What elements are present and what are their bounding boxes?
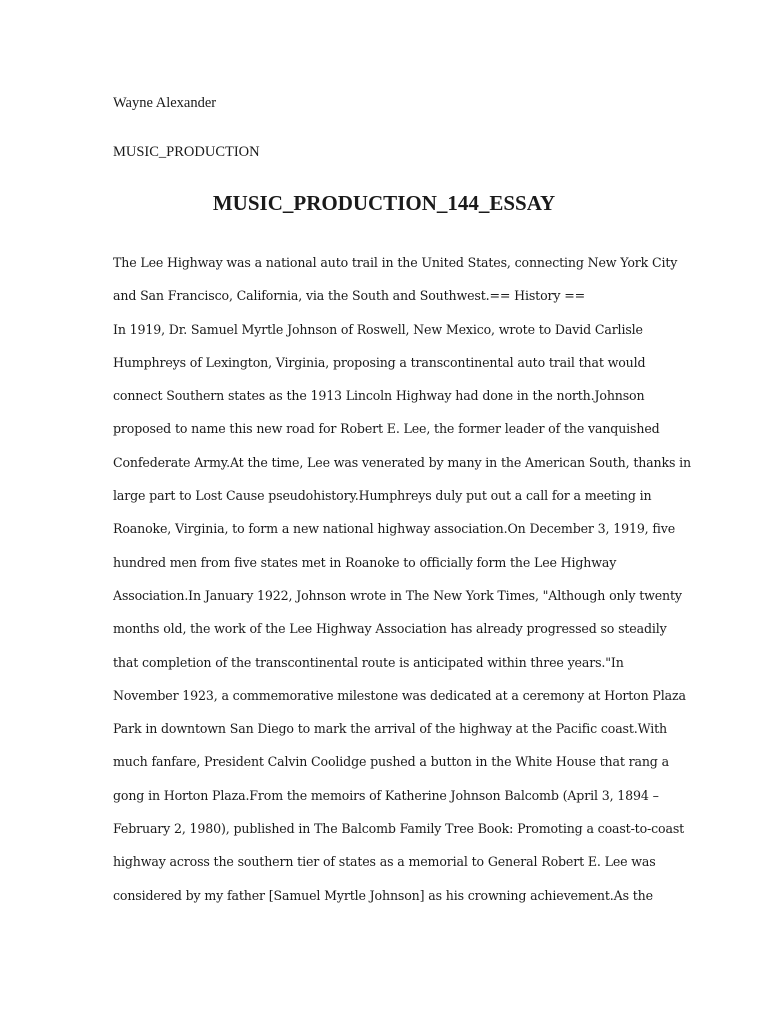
body-line: Roanoke, Virginia, to form a new national highway association.On December 3, 1919, five — [113, 521, 676, 537]
body-line: connect Southern states as the 1913 Lincoln Highway had done in the north.Johnson — [113, 388, 645, 404]
essay-title: MUSIC_PRODUCTION_144_ESSAY — [212, 191, 556, 215]
author-name: Wayne Alexander — [113, 95, 217, 111]
course-name: MUSIC_PRODUCTION — [113, 144, 260, 160]
body-line: and San Francisco, California, via the South and Southwest.== History == — [113, 288, 585, 304]
body-line: large part to Lost Cause pseudohistory.Humphreys duly put out a call for a meeting in — [113, 488, 652, 504]
body-line: Park in downtown San Diego to mark the arrival of the highway at the Pacific coast.With — [113, 721, 667, 737]
body-line: Confederate Army.At the time, Lee was venerated by many in the American South, thanks in — [113, 454, 691, 470]
body-line: In 1919, Dr. Samuel Myrtle Johnson of Roswell, New Mexico, wrote to David Carlisle — [113, 321, 643, 337]
body-line: November 1923, a commemorative milestone was dedicated at a ceremony at Horton Plaza — [113, 687, 686, 703]
body-line: The Lee Highway was a national auto trail in the United States, connecting New York City — [113, 255, 678, 270]
body-line: highway across the southern tier of states as a memorial to General Robert E. Lee was — [113, 854, 656, 870]
body-line: that completion of the transcontinental route is anticipated within three years."In — [113, 654, 624, 670]
body-line: gong in Horton Plaza.From the memoirs of Katherine Johnson Balcomb (April 3, 1894 – — [113, 787, 659, 803]
body-line: hundred men from five states met in Roanoke to officially form the Lee Highway — [113, 554, 617, 570]
body-line: Association.In January 1922, Johnson wrote in The New York Times, "Although only twenty — [113, 587, 682, 603]
body-line: considered by my father [Samuel Myrtle Johnson] as his crowning achievement.As the — [113, 887, 653, 903]
body-line: February 2, 1980), published in The Balcomb Family Tree Book: Promoting a coast-to-coast — [113, 821, 685, 837]
body-line: Humphreys of Lexington, Virginia, proposing a transcontinental auto trail that would — [113, 354, 646, 370]
essay-body — [113, 250, 691, 916]
body-line: proposed to name this new road for Robert E. Lee, the former leader of the vanquished — [113, 421, 660, 437]
body-line: months old, the work of the Lee Highway Association has already progressed so steadily — [113, 621, 667, 637]
body-line: much fanfare, President Calvin Coolidge pushed a button in the White House that rang a — [113, 754, 669, 770]
